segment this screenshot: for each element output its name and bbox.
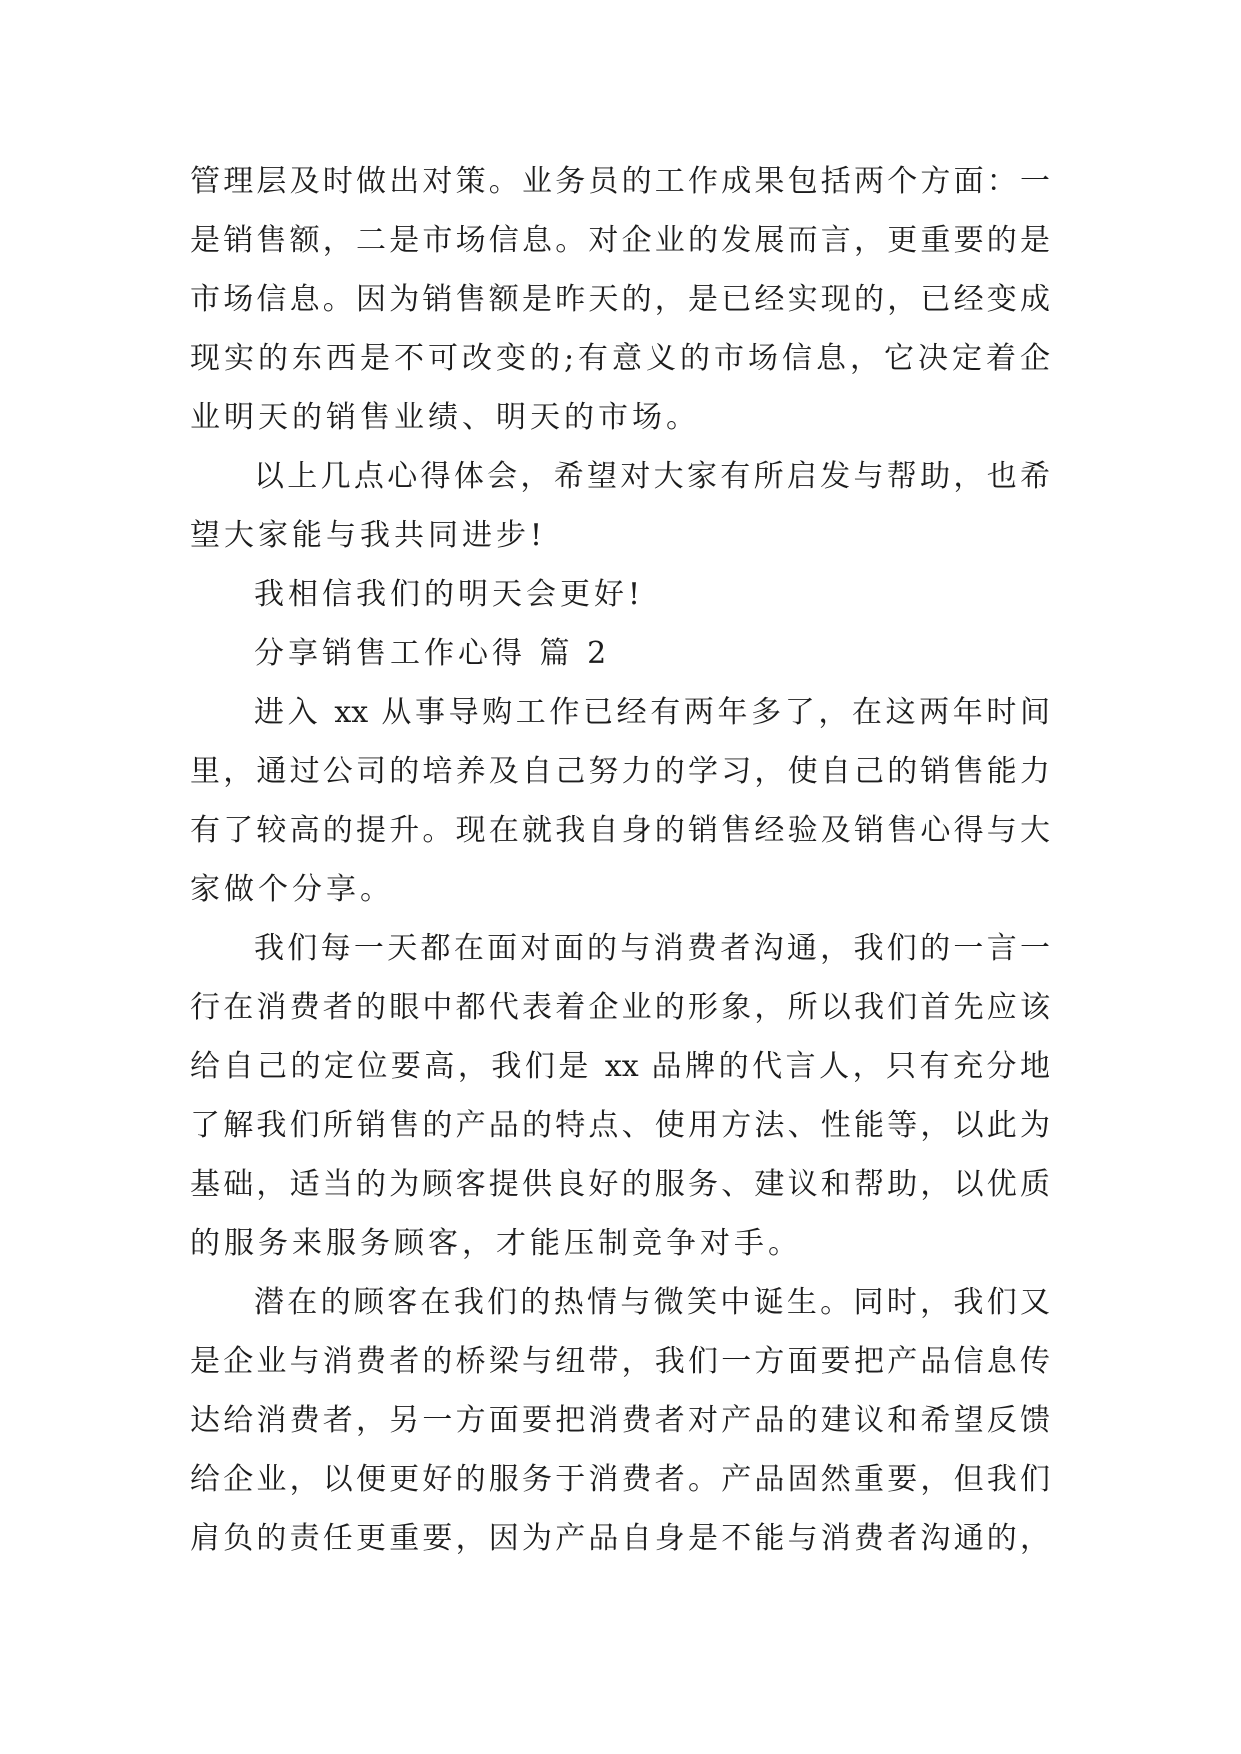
section-heading: 分享销售工作心得 篇 2 [254, 636, 611, 671]
text-line: 家做个分享。 [190, 872, 394, 907]
text-line: 有了较高的提升。现在就我自身的销售经验及销售心得与大 [190, 813, 1050, 848]
text-line: 望大家能与我共同进步! [190, 518, 547, 553]
text-line: 给自己的定位要高，我们是 xx 品牌的代言人，只有充分地 [190, 1049, 1050, 1084]
text-line: 是销售额，二是市场信息。对企业的发展而言，更重要的是 [190, 223, 1050, 258]
text-line: 现实的东西是不可改变的;有意义的市场信息，它决定着企 [190, 341, 1050, 376]
text-line: 里，通过公司的培养及自己努力的学习，使自己的销售能力 [190, 754, 1050, 789]
text-line: 管理层及时做出对策。业务员的工作成果包括两个方面：一 [190, 164, 1050, 199]
text-line: 的服务来服务顾客，才能压制竞争对手。 [190, 1226, 802, 1261]
text-line: 行在消费者的眼中都代表着企业的形象，所以我们首先应该 [190, 990, 1050, 1025]
text-line: 是企业与消费者的桥梁与纽带，我们一方面要把产品信息传 [190, 1344, 1050, 1379]
text-line: 进入 xx 从事导购工作已经有两年多了，在这两年时间 [254, 695, 1050, 730]
text-line: 潜在的顾客在我们的热情与微笑中诞生。同时，我们又 [254, 1285, 1050, 1320]
document-body [190, 152, 1050, 1568]
text-line: 我相信我们的明天会更好! [254, 577, 645, 612]
text-line: 市场信息。因为销售额是昨天的，是已经实现的，已经变成 [190, 282, 1050, 317]
text-line: 肩负的责任更重要，因为产品自身是不能与消费者沟通的， [190, 1521, 1050, 1556]
text-line: 业明天的销售业绩、明天的市场。 [190, 400, 700, 435]
text-line: 以上几点心得体会，希望对大家有所启发与帮助，也希 [254, 459, 1050, 494]
text-line: 基础，适当的为顾客提供良好的服务、建议和帮助，以优质 [190, 1167, 1050, 1202]
text-line: 我们每一天都在面对面的与消费者沟通，我们的一言一 [254, 931, 1050, 966]
text-line: 达给消费者，另一方面要把消费者对产品的建议和希望反馈 [190, 1403, 1050, 1438]
text-line: 给企业，以便更好的服务于消费者。产品固然重要，但我们 [190, 1462, 1050, 1497]
text-line: 了解我们所销售的产品的特点、使用方法、性能等，以此为 [190, 1108, 1050, 1143]
